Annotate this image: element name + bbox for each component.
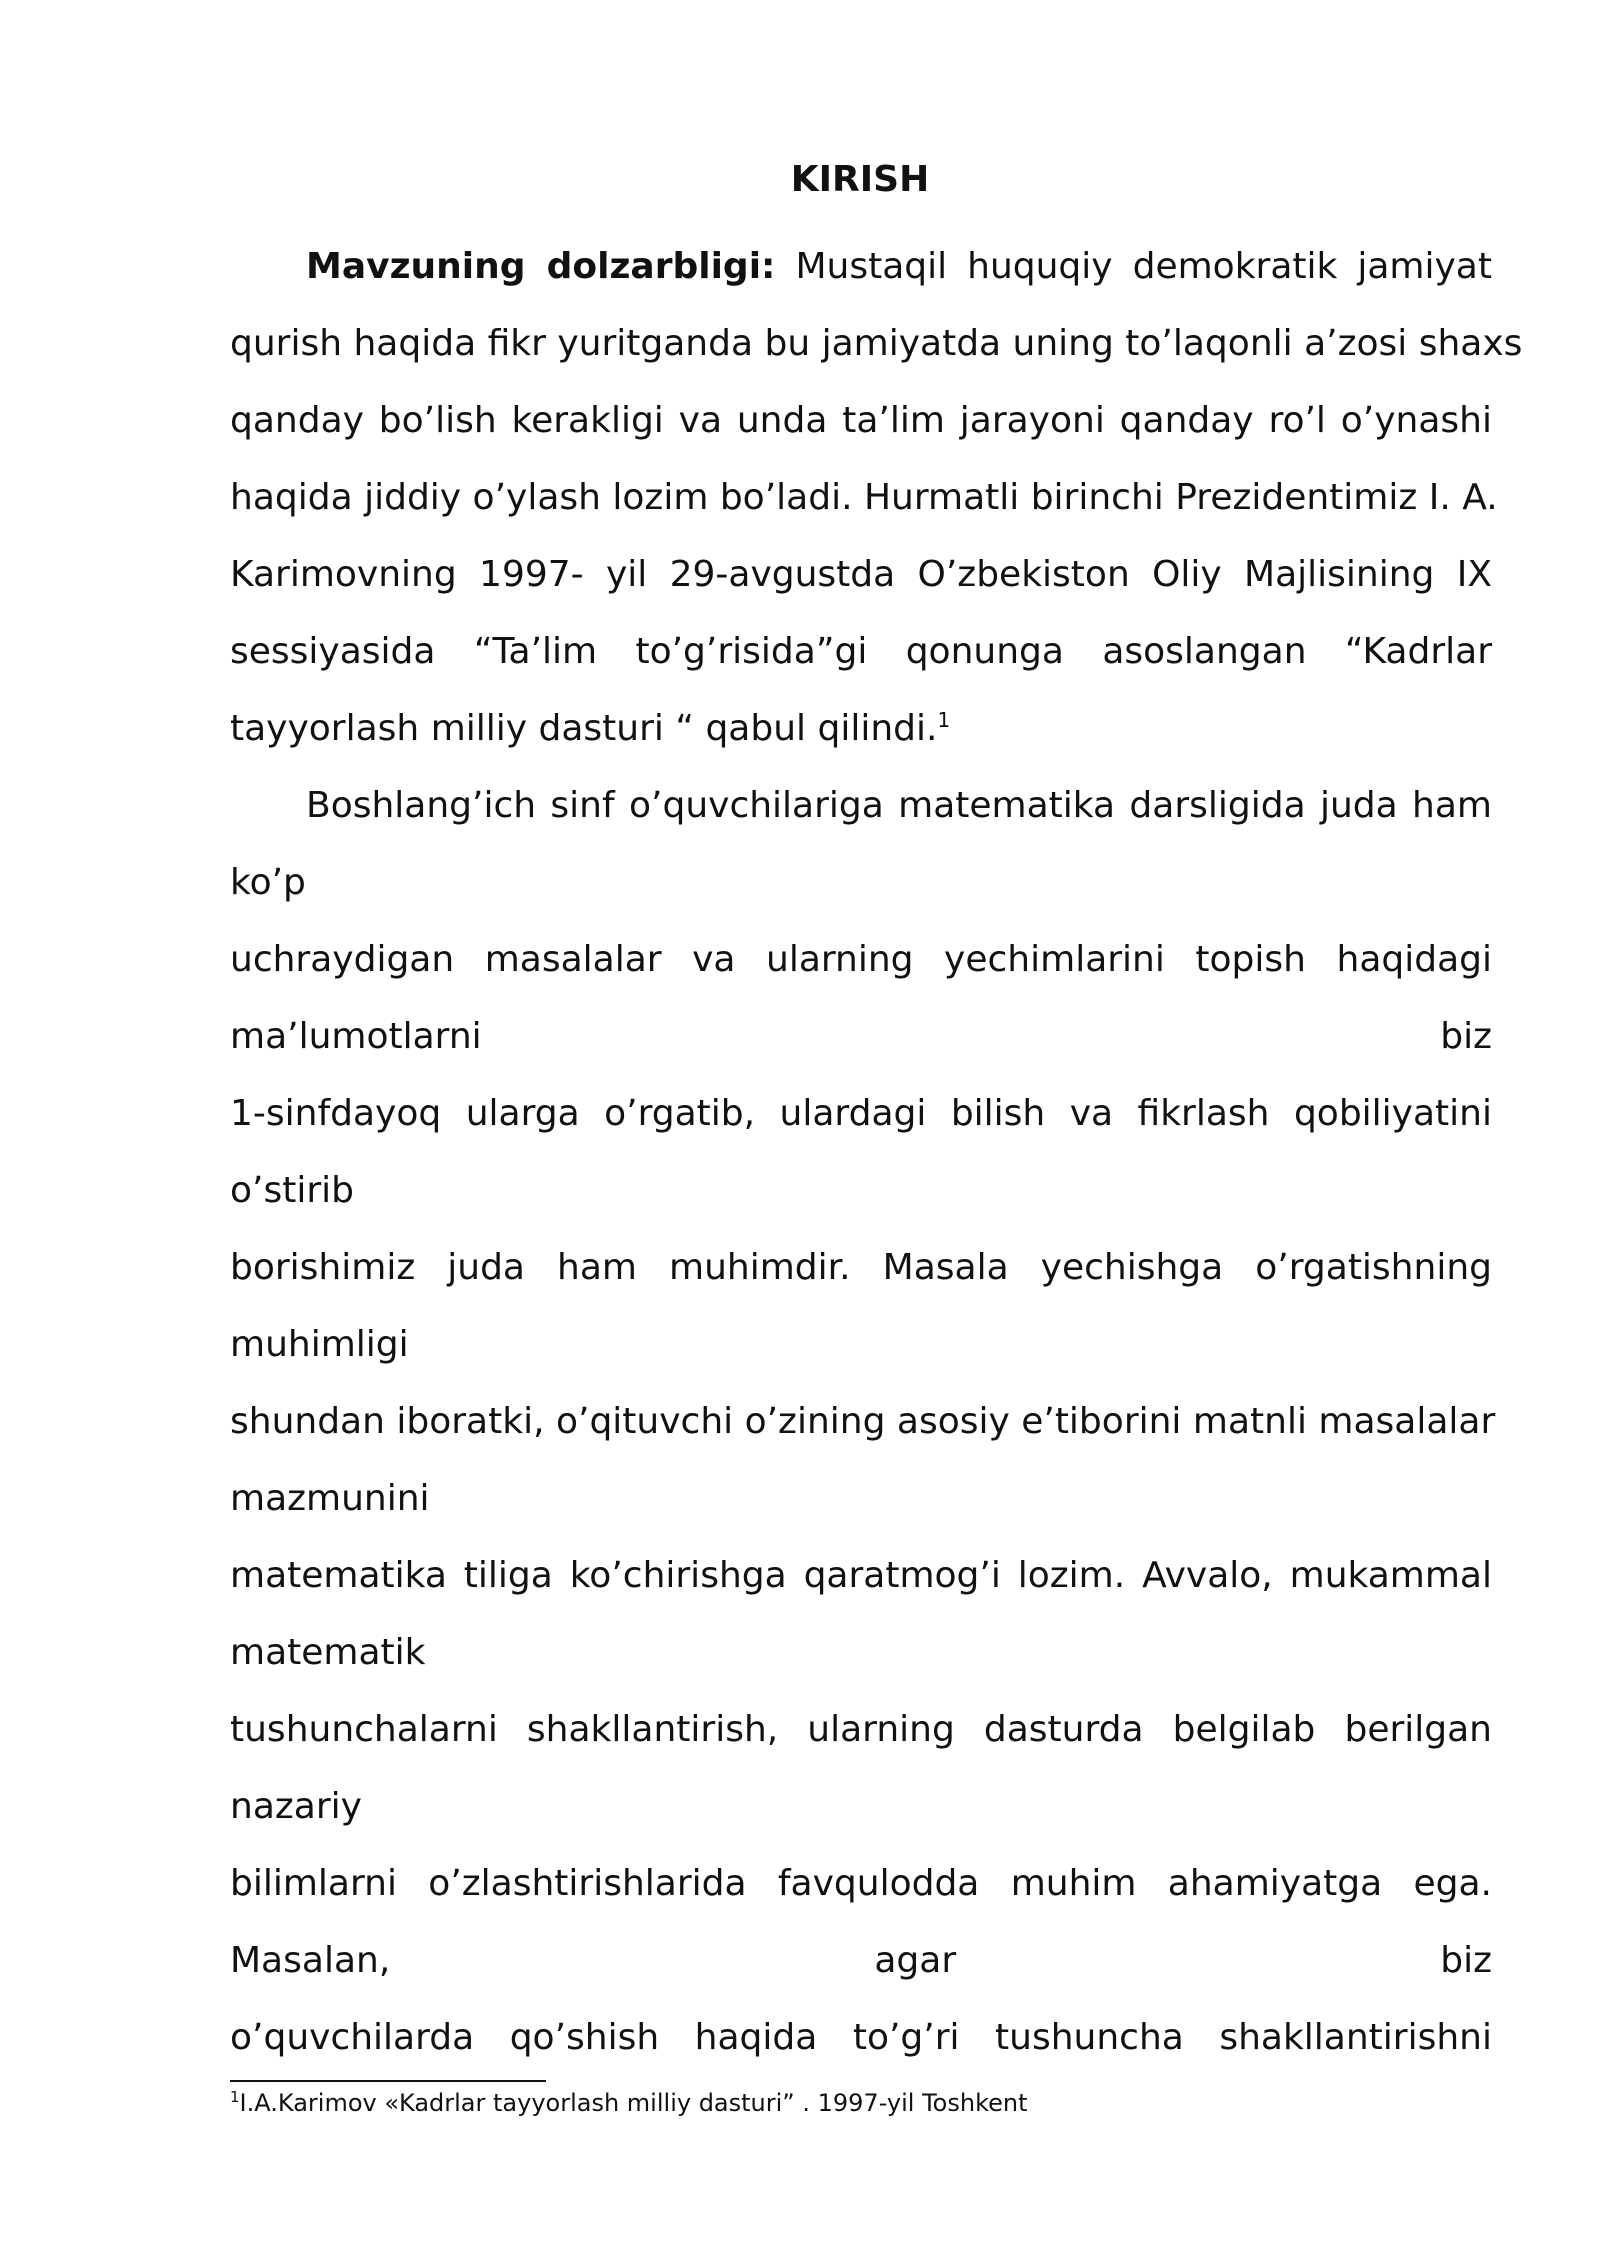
paragraph-1-line-2: qurish haqida fikr yuritganda bu jamiyatda uning to’laqonli a’zosi shaxs <box>230 323 1523 364</box>
paragraph-2-line: o’quvchilarda qo’shish haqida to’g’ri tushuncha shakllantirishni <box>230 2017 1492 2058</box>
paragraph-2-line: 1-sinfdayoq ularga o’rgatib, ulardagi bilish va fikrlash qobiliyatini <box>230 1093 1492 1134</box>
paragraph-2-line: borishimiz juda ham muhimdir. Masala yechishga o’rgatishning <box>230 1247 1492 1288</box>
footnote-text: I.A.Karimov «Kadrlar tayyorlash milliy dasturi” . 1997-yil Toshkent <box>239 2089 1028 2117</box>
paragraph-2-line: Boshlang’ich sinf o’quvchilariga matematika darsligida juda ham <box>306 785 1492 826</box>
paragraph-2-line: nazariy <box>230 1786 362 1827</box>
page-title: KIRISH <box>790 159 930 200</box>
paragraph-2-line: tushunchalarni shakllantirish, ularning dasturda belgilab berilgan <box>230 1709 1492 1750</box>
paragraph-2-line: ma’lumotlarni biz <box>230 1016 1492 1057</box>
footnote-number: 1 <box>230 2088 240 2106</box>
paragraph-2-line: Masalan, agar biz <box>230 1940 1492 1981</box>
paragraph-2-line: matematika tiliga ko’chirishga qaratmog’i lozim. Avvalo, mukammal <box>230 1555 1492 1596</box>
paragraph-2-line: uchraydigan masalalar va ularning yechimlarini topish haqidagi <box>230 939 1492 980</box>
footnote-separator <box>230 2080 546 2082</box>
topic-relevance-label: Mavzuning dolzarbligi: <box>306 246 776 287</box>
paragraph-2-line: mazmunini <box>230 1478 430 1519</box>
paragraph-2-line: o’stirib <box>230 1170 354 1211</box>
body-text <box>230 228 1523 2076</box>
paragraph-1-line-4: haqida jiddiy o’ylash lozim bo’ladi. Hurmatli birinchi Prezidentimiz I. A. <box>230 477 1498 518</box>
paragraph-2-line: muhimligi <box>230 1324 409 1365</box>
paragraph-1-line-5: Karimovning 1997- yil 29-avgustda O’zbekiston Oliy Majlisining IX <box>230 554 1492 595</box>
paragraph-2-line: matematik <box>230 1632 426 1673</box>
paragraph-1-line-3: qanday bo’lish kerakligi va unda ta’lim jarayoni qanday ro’l o’ynashi <box>230 400 1492 441</box>
paragraph-1-line-7: tayyorlash milliy dasturi “ qabul qilindi.$^1$ <box>230 708 951 749</box>
paragraph-2-line: shundan iboratki, o’qituvchi o’zining asosiy e’tiborini matnli masalalar <box>230 1401 1496 1442</box>
paragraph-2-line: bilimlarni o’zlashtirishlarida favqulodda muhim ahamiyatga ega. <box>230 1863 1492 1904</box>
paragraph-1-line-6: sessiyasida “Ta’lim to’g’risida”gi qonunga asoslangan “Kadrlar <box>230 631 1492 672</box>
footnote-reference[interactable]: 1 <box>937 708 951 732</box>
footnote <box>230 2086 1028 2120</box>
paragraph-2-line: ko’p <box>230 862 306 903</box>
paragraph-1-line-1: Mavzuning dolzarbligi: Mustaqil huquqiy demokratik jamiyat <box>306 246 1492 287</box>
